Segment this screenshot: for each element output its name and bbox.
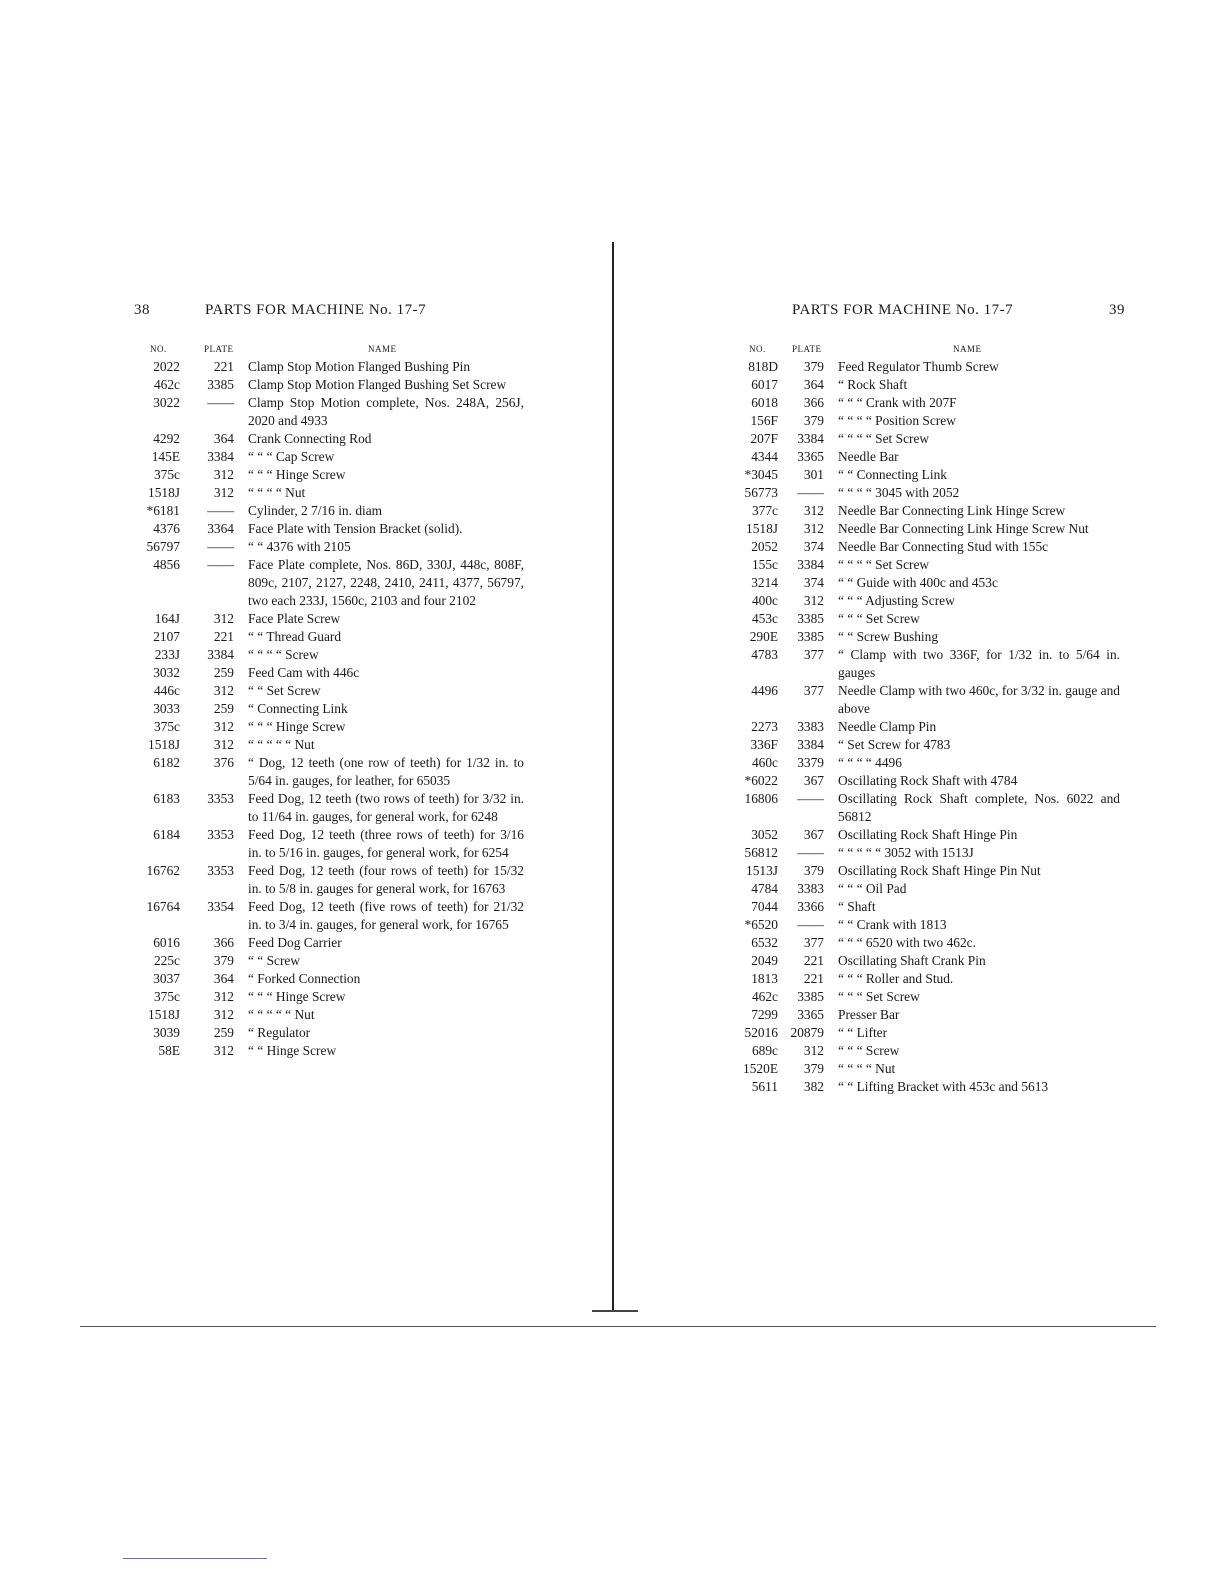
plate-number: 377 — [803, 683, 824, 698]
part-number: 1513J — [746, 863, 778, 878]
part-number: 155c — [751, 557, 778, 572]
part-row — [130, 448, 530, 466]
part-number: 462c — [153, 377, 180, 392]
part-name: Clamp Stop Motion complete, Nos. 248A, 256J, 2020 and 4933 — [248, 395, 524, 428]
part-number: 2273 — [751, 719, 778, 734]
plate-number: 3365 — [797, 1007, 824, 1022]
plate-number: 312 — [213, 683, 234, 698]
parts-list — [130, 358, 530, 1060]
part-row — [735, 628, 1125, 646]
part-name: “ “ Set Screw — [248, 683, 321, 698]
part-row — [735, 790, 1125, 826]
part-number: 689c — [751, 1043, 778, 1058]
part-name: “ Connecting Link — [248, 701, 348, 716]
plate-number: 374 — [803, 539, 824, 554]
part-row — [735, 988, 1125, 1006]
plate-number: 259 — [213, 1025, 234, 1040]
part-row — [130, 538, 530, 556]
part-row — [735, 862, 1125, 880]
part-name: “ Set Screw for 4783 — [838, 737, 951, 752]
part-row — [735, 466, 1125, 484]
plate-number: 221 — [213, 629, 234, 644]
plate-number: 312 — [803, 521, 824, 536]
part-name: “ “ Screw Bushing — [838, 629, 939, 644]
plate-number: 366 — [213, 935, 234, 950]
part-number: 16764 — [146, 899, 180, 914]
part-number: 3032 — [153, 665, 180, 680]
part-number: 4344 — [751, 449, 778, 464]
page-number: 39 — [1109, 302, 1125, 318]
part-name: “ “ “ “ Set Screw — [838, 557, 930, 572]
part-name: “ “ “ 6520 with two 462c. — [838, 935, 976, 950]
part-row — [735, 1078, 1125, 1096]
plate-number: 3353 — [207, 827, 234, 842]
part-number: *6022 — [744, 773, 778, 788]
part-number: *6181 — [146, 503, 180, 518]
part-number: 1520E — [743, 1061, 778, 1076]
part-name: Feed Dog, 12 teeth (five rows of teeth) for 21/32 in. to 3/4 in. gauges, for general work, for 16765 — [248, 899, 524, 932]
page-header — [130, 302, 530, 324]
plate-number: 382 — [803, 1079, 824, 1094]
part-row — [130, 952, 530, 970]
plate-number: 367 — [803, 827, 824, 842]
part-row — [130, 484, 530, 502]
part-number: *3045 — [744, 467, 778, 482]
part-row — [130, 754, 530, 790]
part-row — [735, 538, 1125, 556]
part-row — [130, 1006, 530, 1024]
plate-number: 3364 — [207, 521, 234, 536]
part-name: “ “ “ Crank with 207F — [838, 395, 957, 410]
plate-number: 377 — [803, 935, 824, 950]
plate-number: 379 — [803, 863, 824, 878]
part-name: Feed Dog, 12 teeth (four rows of teeth) for 15/32 in. to 5/8 in. gauges for general work, for 16763 — [248, 863, 524, 896]
part-name: Cylinder, 2 7/16 in. diam — [248, 503, 383, 518]
part-name: Feed Cam with 446c — [248, 665, 360, 680]
part-row — [735, 574, 1125, 592]
part-name: “ “ Screw — [248, 953, 301, 968]
part-number: 7044 — [751, 899, 778, 914]
part-row — [130, 700, 530, 718]
part-number: 1518J — [746, 521, 778, 536]
part-row — [130, 682, 530, 700]
part-number: 6184 — [153, 827, 180, 842]
part-row — [130, 1042, 530, 1060]
part-row — [130, 718, 530, 736]
part-name: “ “ Lifting Bracket with 453c and 5613 — [838, 1079, 1049, 1094]
part-name: “ Dog, 12 teeth (one row of teeth) for 1/32 in. to 5/64 in. gauges, for leather, for 65035 — [248, 755, 524, 788]
part-number: 2049 — [751, 953, 778, 968]
part-row — [130, 646, 530, 664]
part-number: 225c — [153, 953, 180, 968]
part-row — [735, 610, 1125, 628]
part-row — [735, 772, 1125, 790]
part-row — [130, 556, 530, 610]
part-row — [735, 826, 1125, 844]
plate-number: 3385 — [797, 629, 824, 644]
part-name: “ “ Crank with 1813 — [838, 917, 947, 932]
part-row — [735, 952, 1125, 970]
part-row — [130, 502, 530, 520]
part-row — [130, 628, 530, 646]
plate-number: 3379 — [797, 755, 824, 770]
plate-number: —— — [207, 539, 234, 554]
part-name: “ Clamp with two 336F, for 1/32 in. to 5/64 in. gauges — [838, 647, 1120, 680]
part-number: 3022 — [153, 395, 180, 410]
part-name: Oscillating Rock Shaft complete, Nos. 6022 and 56812 — [838, 791, 1120, 824]
plate-number: 312 — [213, 719, 234, 734]
plate-number: —— — [207, 503, 234, 518]
part-row — [735, 754, 1125, 772]
part-number: 4856 — [153, 557, 180, 572]
part-row — [735, 484, 1125, 502]
part-row — [735, 1060, 1125, 1078]
plate-number: 3385 — [797, 611, 824, 626]
part-name: “ “ Lifter — [838, 1025, 888, 1040]
part-name: Feed Regulator Thumb Screw — [838, 359, 999, 374]
part-name: “ “ Thread Guard — [248, 629, 342, 644]
part-number: 3214 — [751, 575, 778, 590]
part-name: “ Shaft — [838, 899, 876, 914]
part-row — [130, 430, 530, 448]
part-row — [130, 358, 530, 376]
part-number: 1518J — [148, 737, 180, 752]
part-number: 2022 — [153, 359, 180, 374]
column-header-no: NO. — [150, 344, 167, 354]
plate-number: 3384 — [797, 737, 824, 752]
plate-number: 312 — [213, 1007, 234, 1022]
plate-number: —— — [797, 845, 824, 860]
plate-number: 301 — [803, 467, 824, 482]
plate-number: 3384 — [207, 449, 234, 464]
column-header-name: NAME — [368, 344, 397, 354]
part-row — [130, 862, 530, 898]
part-name: “ “ “ “ Position Screw — [838, 413, 956, 428]
plate-number: 259 — [213, 665, 234, 680]
part-number: 3037 — [153, 971, 180, 986]
part-number: 164J — [154, 611, 180, 626]
plate-number: 379 — [803, 1061, 824, 1076]
plate-number: 312 — [803, 503, 824, 518]
part-row — [130, 1024, 530, 1042]
part-row — [735, 736, 1125, 754]
part-number: 233J — [154, 647, 180, 662]
part-name: Clamp Stop Motion Flanged Bushing Set Screw — [248, 377, 507, 392]
part-number: 16762 — [146, 863, 180, 878]
part-name: “ “ “ Set Screw — [838, 611, 920, 626]
column-header-name: NAME — [953, 344, 982, 354]
part-name: Feed Dog, 12 teeth (three rows of teeth) for 3/16 in. to 5/16 in. gauges, for general work, for 6254 — [248, 827, 524, 860]
plate-number: 3384 — [207, 647, 234, 662]
plate-number: 3353 — [207, 791, 234, 806]
plate-number: 379 — [803, 359, 824, 374]
part-number: 290E — [749, 629, 778, 644]
plate-number: —— — [797, 791, 824, 806]
plate-number: —— — [797, 917, 824, 932]
part-number: 375c — [153, 719, 180, 734]
part-row — [735, 970, 1125, 988]
part-name: “ Rock Shaft — [838, 377, 908, 392]
part-name: “ “ Connecting Link — [838, 467, 947, 482]
plate-number: 312 — [213, 737, 234, 752]
part-name: “ “ Hinge Screw — [248, 1043, 337, 1058]
part-name: Needle Bar Connecting Stud with 155c — [838, 539, 1049, 554]
part-row — [735, 682, 1125, 718]
part-name: “ “ “ Hinge Screw — [248, 719, 346, 734]
plate-number: 367 — [803, 773, 824, 788]
part-number: 1813 — [751, 971, 778, 986]
part-number: 7299 — [751, 1007, 778, 1022]
part-name: “ “ “ Hinge Screw — [248, 989, 346, 1004]
part-number: 4376 — [153, 521, 180, 536]
plate-number: 312 — [213, 485, 234, 500]
plate-number: 364 — [213, 971, 234, 986]
part-number: 453c — [751, 611, 778, 626]
part-name: “ “ “ “ Set Screw — [838, 431, 930, 446]
part-number: 3033 — [153, 701, 180, 716]
part-number: 4496 — [751, 683, 778, 698]
running-title: PARTS FOR MACHINE No. 17-7 — [792, 302, 1014, 318]
parts-list — [735, 358, 1125, 1096]
part-number: 4292 — [153, 431, 180, 446]
plate-number: 221 — [803, 971, 824, 986]
part-number: 3039 — [153, 1025, 180, 1040]
plate-number: 3384 — [797, 557, 824, 572]
part-row — [735, 448, 1125, 466]
plate-number: 3383 — [797, 719, 824, 734]
part-row — [735, 1006, 1125, 1024]
part-name: “ “ “ “ Nut — [838, 1061, 896, 1076]
part-number: 207F — [750, 431, 778, 446]
plate-number: 3365 — [797, 449, 824, 464]
part-number: 16806 — [744, 791, 778, 806]
part-number: 6182 — [153, 755, 180, 770]
part-name: “ “ “ Adjusting Screw — [838, 593, 955, 608]
part-row — [735, 502, 1125, 520]
part-row — [735, 1042, 1125, 1060]
plate-number: 379 — [803, 413, 824, 428]
part-number: 156F — [750, 413, 778, 428]
plate-number: 3385 — [207, 377, 234, 392]
page-number: 38 — [134, 302, 150, 318]
part-name: “ “ “ Hinge Screw — [248, 467, 346, 482]
part-row — [735, 412, 1125, 430]
part-number: 6016 — [153, 935, 180, 950]
part-name: Needle Bar — [838, 449, 899, 464]
part-name: “ “ “ “ “ 3052 with 1513J — [838, 845, 974, 860]
part-name: Feed Dog, 12 teeth (two rows of teeth) for 3/32 in. to 11/64 in. gauges, for general work, for 6248 — [248, 791, 524, 824]
plate-number: 374 — [803, 575, 824, 590]
part-number: 462c — [751, 989, 778, 1004]
part-row — [130, 934, 530, 952]
part-number: 5611 — [751, 1079, 778, 1094]
plate-number: —— — [207, 557, 234, 572]
part-number: 400c — [751, 593, 778, 608]
plate-number: 379 — [213, 953, 234, 968]
plate-number: 3354 — [207, 899, 234, 914]
part-name: Presser Bar — [838, 1007, 900, 1022]
part-row — [735, 394, 1125, 412]
part-row — [735, 898, 1125, 916]
part-number: 52016 — [744, 1025, 778, 1040]
part-name: “ “ Guide with 400c and 453c — [838, 575, 998, 590]
part-name: Oscillating Shaft Crank Pin — [838, 953, 986, 968]
plate-number: 312 — [213, 467, 234, 482]
part-name: Needle Clamp Pin — [838, 719, 937, 734]
part-number: 56797 — [146, 539, 180, 554]
plate-number: 312 — [803, 1043, 824, 1058]
part-number: 375c — [153, 989, 180, 1004]
part-row — [130, 970, 530, 988]
part-number: 336F — [750, 737, 778, 752]
part-row — [130, 988, 530, 1006]
part-number: 6017 — [751, 377, 778, 392]
plate-number: 3366 — [797, 899, 824, 914]
part-number: 56773 — [744, 485, 778, 500]
part-name: “ “ “ Oil Pad — [838, 881, 907, 896]
part-name: “ “ “ Roller and Stud. — [838, 971, 954, 986]
part-row — [130, 520, 530, 538]
plate-number: 312 — [213, 611, 234, 626]
plate-number: 312 — [213, 1043, 234, 1058]
plate-number: 221 — [213, 359, 234, 374]
part-name: Crank Connecting Rod — [248, 431, 372, 446]
page-header — [735, 302, 1125, 324]
part-name: Needle Bar Connecting Link Hinge Screw Nut — [838, 521, 1089, 536]
part-name: “ “ “ “ “ Nut — [248, 737, 315, 752]
plate-number: 376 — [213, 755, 234, 770]
part-name: Face Plate with Tension Bracket (solid). — [248, 521, 463, 536]
part-row — [735, 556, 1125, 574]
plate-number: 364 — [213, 431, 234, 446]
part-name: “ “ “ “ 4496 — [838, 755, 902, 770]
page-gutter-divider — [612, 242, 614, 1312]
part-row — [735, 376, 1125, 394]
plate-number: 377 — [803, 647, 824, 662]
part-number: 2052 — [751, 539, 778, 554]
part-row — [735, 916, 1125, 934]
part-number: 3052 — [751, 827, 778, 842]
part-number: 818D — [748, 359, 778, 374]
plate-number: 312 — [213, 989, 234, 1004]
part-name: Face Plate Screw — [248, 611, 341, 626]
part-number: 1518J — [148, 485, 180, 500]
part-name: “ “ “ Screw — [838, 1043, 900, 1058]
part-number: 58E — [158, 1043, 180, 1058]
part-row — [130, 376, 530, 394]
part-name: Oscillating Rock Shaft Hinge Pin — [838, 827, 1018, 842]
part-row — [735, 358, 1125, 376]
part-row — [735, 1024, 1125, 1042]
part-number: 6018 — [751, 395, 778, 410]
part-name: “ “ “ “ Nut — [248, 485, 306, 500]
plate-number: 3385 — [797, 989, 824, 1004]
part-number: 377c — [751, 503, 778, 518]
part-row — [735, 520, 1125, 538]
column-header-plate: PLATE — [204, 344, 234, 354]
part-name: Needle Clamp with two 460c, for 3/32 in. gauge and above — [838, 683, 1120, 716]
plate-number: 3353 — [207, 863, 234, 878]
part-name: “ “ 4376 with 2105 — [248, 539, 351, 554]
part-number: 1518J — [148, 1007, 180, 1022]
part-number: 6532 — [751, 935, 778, 950]
part-number: 145E — [151, 449, 180, 464]
part-row — [130, 664, 530, 682]
part-row — [735, 718, 1125, 736]
part-name: Oscillating Rock Shaft Hinge Pin Nut — [838, 863, 1041, 878]
part-row — [130, 898, 530, 934]
column-header-plate: PLATE — [792, 344, 822, 354]
part-number: *6520 — [744, 917, 778, 932]
part-row — [735, 844, 1125, 862]
part-row — [130, 826, 530, 862]
plate-number: 221 — [803, 953, 824, 968]
running-title: PARTS FOR MACHINE No. 17-7 — [205, 302, 427, 318]
part-row — [735, 430, 1125, 448]
part-name: Needle Bar Connecting Link Hinge Screw — [838, 503, 1066, 518]
part-row — [130, 736, 530, 754]
part-number: 56812 — [744, 845, 778, 860]
part-number: 375c — [153, 467, 180, 482]
plate-number: 366 — [803, 395, 824, 410]
part-name: Oscillating Rock Shaft with 4784 — [838, 773, 1018, 788]
part-number: 4783 — [751, 647, 778, 662]
part-row — [735, 934, 1125, 952]
part-name: Face Plate complete, Nos. 86D, 330J, 448c, 808F, 809c, 2107, 2127, 2248, 2410, 2411, 4377, 56797, two each 233J, 1560c, 2103 and four 2102 — [248, 557, 524, 608]
part-name: “ “ “ Set Screw — [838, 989, 920, 1004]
part-name: “ “ “ “ Screw — [248, 647, 319, 662]
part-number: 460c — [751, 755, 778, 770]
column-headers — [130, 344, 530, 356]
part-name: “ “ “ Cap Screw — [248, 449, 335, 464]
part-row — [735, 646, 1125, 682]
plate-number: 20879 — [790, 1025, 824, 1040]
plate-number: 3383 — [797, 881, 824, 896]
part-name: Feed Dog Carrier — [248, 935, 342, 950]
plate-number: 3384 — [797, 431, 824, 446]
plate-number: —— — [797, 485, 824, 500]
column-headers — [735, 344, 1125, 356]
part-name: Clamp Stop Motion Flanged Bushing Pin — [248, 359, 471, 374]
plate-number: 259 — [213, 701, 234, 716]
part-row — [130, 394, 530, 430]
part-number: 6183 — [153, 791, 180, 806]
part-name: “ “ “ “ “ Nut — [248, 1007, 315, 1022]
part-name: “ Forked Connection — [248, 971, 361, 986]
plate-number: —— — [207, 395, 234, 410]
part-name: “ Regulator — [248, 1025, 311, 1040]
part-row — [130, 466, 530, 484]
scan-mark — [592, 1310, 638, 1312]
part-number: 2107 — [153, 629, 180, 644]
part-number: 4784 — [751, 881, 778, 896]
part-name: “ “ “ “ 3045 with 2052 — [838, 485, 960, 500]
bottom-rule — [80, 1326, 1156, 1327]
part-row — [130, 610, 530, 628]
part-row — [735, 592, 1125, 610]
plate-number: 364 — [803, 377, 824, 392]
plate-number: 312 — [803, 593, 824, 608]
column-header-no: NO. — [749, 344, 766, 354]
part-row — [130, 790, 530, 826]
footnote-rule — [123, 1558, 267, 1559]
part-row — [735, 880, 1125, 898]
part-number: 446c — [153, 683, 180, 698]
